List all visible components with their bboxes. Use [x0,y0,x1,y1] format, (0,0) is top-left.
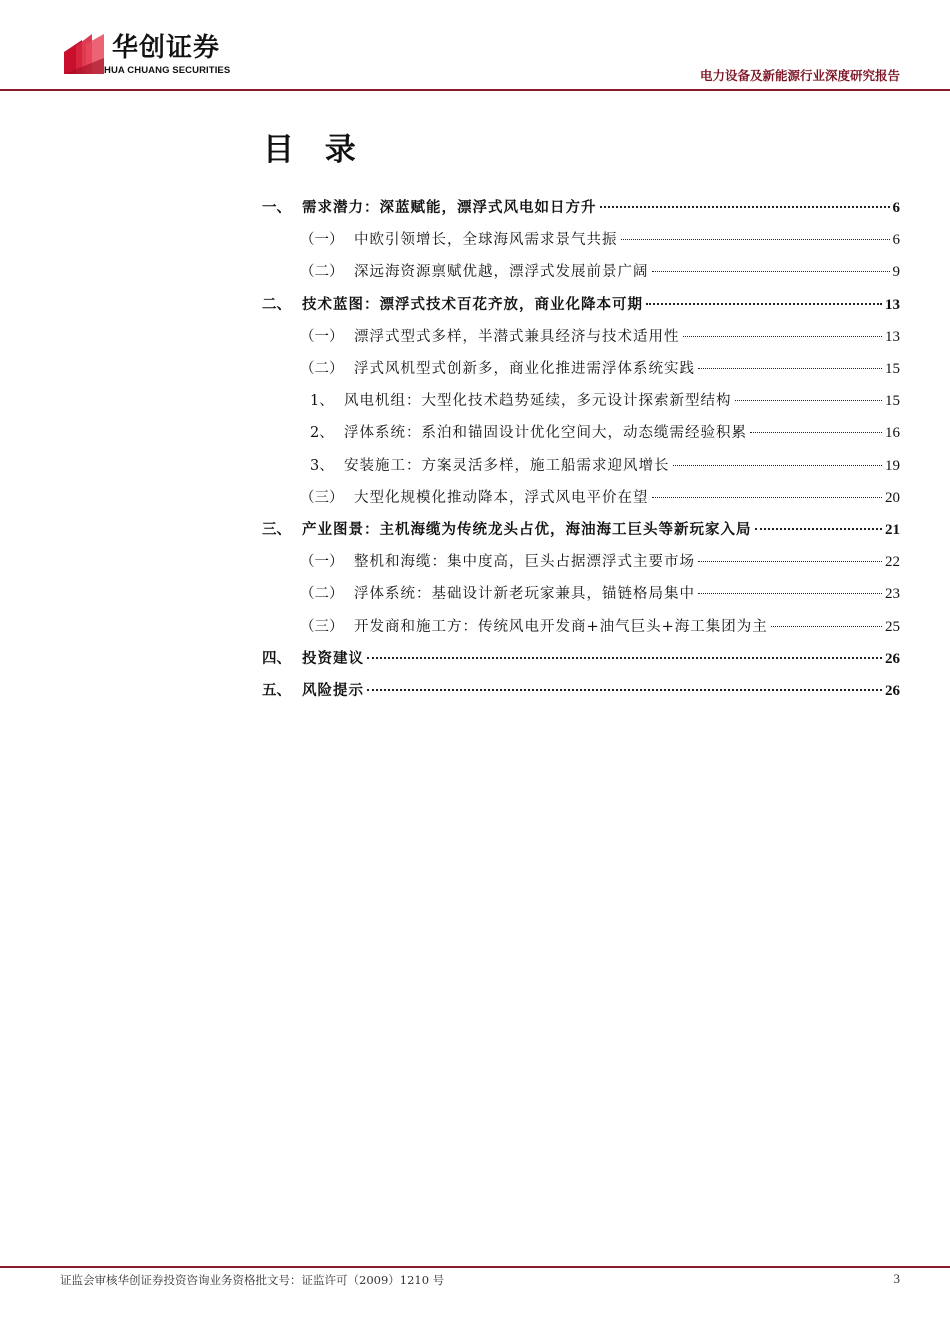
toc-entry-title: 深远海资源禀赋优越，漂浮式发展前景广阔 [354,264,649,280]
toc-entry-number: （二） [300,264,344,280]
toc-entry-number: 2、 [310,425,334,441]
toc-entry-number: （一） [300,329,344,345]
toc-entry[interactable] [300,358,900,380]
toc-entry[interactable] [300,487,900,509]
toc-entry-page: 16 [885,425,900,441]
toc-entry-title: 安装施工：方案灵活多样，施工船需求迎风增长 [344,458,670,474]
footer-divider [0,1266,950,1268]
toc-entry-title: 风电机组：大型化技术趋势延续，多元设计探索新型结构 [344,393,732,409]
toc-entry-number: （二） [300,586,344,602]
toc-entry[interactable] [310,390,900,412]
toc-entry[interactable] [300,551,900,573]
toc-entry-number: 四、 [262,650,291,667]
logo-mark-icon [62,32,106,76]
report-type: 电力设备及新能源行业深度研究报告 [699,68,900,83]
toc-entry[interactable] [310,422,900,444]
toc-entry-page: 13 [885,297,900,313]
toc-entry-number: 五、 [262,682,291,699]
toc-dot-leader [750,432,882,433]
toc-entry-number: （一） [300,232,344,248]
toc-entry-title: 风险提示 [302,682,364,699]
toc-entry-title: 投资建议 [302,650,364,667]
toc-entry-number: 3、 [310,458,334,474]
page-number: 3 [893,1271,900,1286]
toc-entry-title: 产业图景：主机海缆为传统龙头占优，海油海工巨头等新玩家入局 [302,521,752,538]
toc-entry-title: 技术蓝图：漂浮式技术百花齐放，商业化降本可期 [302,296,643,313]
toc-entry-title: 浮体系统：系泊和锚固设计优化空间大，动态缆需经验积累 [344,425,747,441]
toc-entry-page: 20 [885,490,900,506]
toc-entry-number: （三） [300,490,344,506]
toc-entry-number: 二、 [262,296,291,313]
brand-name-en: HUA CHUANG SECURITIES [104,65,231,76]
toc-entry-page: 22 [885,554,900,570]
toc-entry-page: 15 [885,361,900,377]
toc-entry-page: 25 [885,619,900,635]
toc-dot-leader [652,271,890,272]
toc-entry-number: （一） [300,554,344,570]
toc-dot-leader [735,400,883,401]
toc-dot-leader [771,626,882,627]
toc-dot-leader [673,465,883,466]
toc-dot-leader [367,657,882,659]
license-note: 证监会审核华创证券投资咨询业务资格批文号：证监许可（2009）1210 号 [60,1273,445,1287]
header-divider [0,89,950,91]
toc-dot-leader [698,368,882,369]
toc-entry[interactable] [300,261,900,283]
page-header [0,0,950,92]
toc-entry-page: 19 [885,458,900,474]
toc-entry[interactable] [262,197,900,219]
toc-dot-leader [698,593,882,594]
toc-dot-leader [652,497,883,498]
brand-name-cn: 华创证券 [112,33,221,63]
toc-entry-number: 1、 [310,393,334,409]
toc-entry-page: 13 [885,329,900,345]
toc-entry-title: 中欧引领增长，全球海风需求景气共振 [354,232,618,248]
toc-entry[interactable] [300,616,900,638]
company-logo [62,32,244,78]
toc-title: 目 录 [263,132,366,168]
toc-entry-title: 漂浮式型式多样，半潜式兼具经济与技术适用性 [354,329,680,345]
toc-entry-page: 15 [885,393,900,409]
toc-entry-page: 26 [885,651,900,667]
toc-entry-page: 9 [892,264,900,280]
toc-entry-page: 23 [885,586,900,602]
toc-entry[interactable] [300,229,900,251]
toc-entry-title: 需求潜力：深蓝赋能，漂浮式风电如日方升 [302,199,597,216]
toc-dot-leader [683,336,883,337]
toc-dot-leader [646,303,882,305]
toc-entry-page: 21 [885,522,900,538]
toc-dot-leader [600,206,890,208]
toc-entry[interactable] [262,680,900,702]
toc-entry[interactable] [300,583,900,605]
toc-entry-page: 6 [892,232,900,248]
toc-entry[interactable] [262,648,900,670]
toc-entry-page: 26 [885,683,900,699]
toc-entry-number: 一、 [262,199,291,216]
toc-dot-leader [367,689,882,691]
toc-entry[interactable] [262,519,900,541]
toc-entry[interactable] [310,455,900,477]
toc-entry-title: 开发商和施工方：传统风电开发商+油气巨头+海工集团为主 [354,619,768,635]
toc-entry[interactable] [262,294,900,316]
toc-entry-number: （三） [300,619,344,635]
toc-dot-leader [755,528,883,530]
toc-entry-title: 浮式风机型式创新多，商业化推进需浮体系统实践 [354,361,695,377]
toc-dot-leader [698,561,882,562]
toc-entry-number: 三、 [262,521,291,538]
toc-entry-title: 整机和海缆：集中度高，巨头占据漂浮式主要市场 [354,554,695,570]
toc-entry-number: （二） [300,361,344,377]
toc-dot-leader [621,239,890,240]
toc-entry-title: 大型化规模化推动降本，浮式风电平价在望 [354,490,649,506]
toc-entry-page: 6 [892,200,900,216]
toc-entry-title: 浮体系统：基础设计新老玩家兼具，锚链格局集中 [354,586,695,602]
toc-entry[interactable] [300,326,900,348]
